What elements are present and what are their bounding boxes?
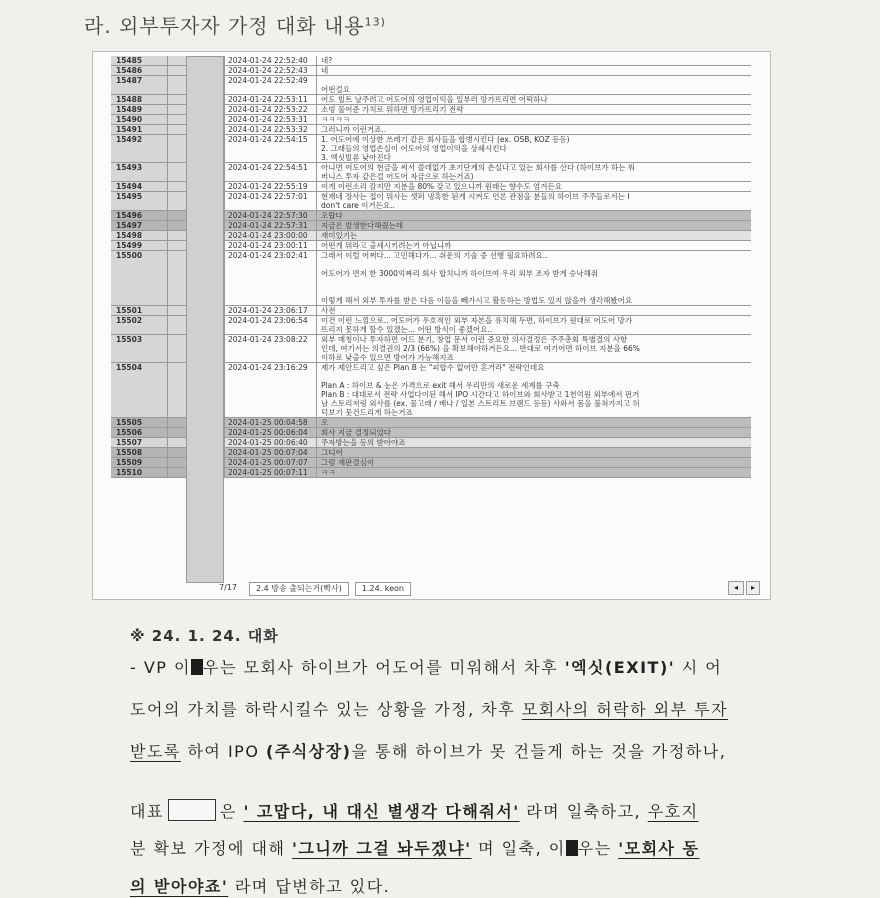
message-id: 15495	[111, 192, 168, 210]
message-id: 15504	[111, 363, 168, 417]
timestamp-cell: 2024-01-24 23:02:41	[225, 251, 317, 305]
timestamp-cell: 2024-01-24 22:54:15	[225, 135, 317, 162]
paragraph-line-1: - VP 이 우는 모회사 하이브가 어도어를 미워해서 차후 '엑싯(EXIT)' 시 어	[130, 658, 723, 677]
message-id: 15505	[111, 418, 168, 427]
timestamp-cell: 2024-01-24 22:52:43	[225, 66, 317, 75]
chat-log-screenshot	[92, 51, 771, 600]
sheet-tab-3[interactable]: 1.24. keon	[355, 582, 411, 596]
scroll-left-arrow-icon[interactable]: ◂	[728, 581, 744, 595]
message-cell: 회사 지금 결정되었다	[321, 428, 391, 437]
message-cell: 제가 제안드리고 싶은 Plan B 는 "피합수 없어만 흔거라" 전략인데요 Plan A : 하이브 & 눈은 가격으로 exit 해서 우리만의 새로운 세계를 구축 Plan B : 대대로서 전략 사업다이된 해서 IPO 시간다고 하이브와 회사받고 1천억원 외부에서 펀거 남 스토리저링 외사를 (ex. 물고래 / 베나 / 일본 스트리트 브랜드 등등) 사와서 몸을 불쳐가지고 허 덕보기 뭇건드리게 하는거죠	[321, 363, 640, 417]
timestamp-cell: 2024-01-24 23:16:29	[225, 363, 317, 417]
paragraph-line-5: 분 확보 가정에 대해 '그니까 그걸 놔두겠냐' 며 일축, 이 우는 '모회사 동	[130, 839, 700, 858]
timestamp-cell: 2024-01-24 22:53:11	[225, 95, 317, 104]
date-note: ※ 24. 1. 24. 대화	[130, 627, 279, 645]
message-cell: 그러니까 이런거죠..	[321, 125, 387, 134]
message-cell: 그래서 이럴 어쩌다... 고민해다가... 쉬운의 기술 중 선행 필요하려요.. 어도어가 면저 한 3000억짜리 회사 합치니까 하이브여 우리 외부 조자 받게 승낙해줘 이렇게 해서 외부 투자를 받은 다음 이들을 빼가시고 활동하는 방법도 있지 않을까 생각해봤어요	[321, 251, 633, 305]
message-id: 15500	[111, 251, 168, 305]
message-id: 15508	[111, 448, 168, 457]
timestamp-cell: 2024-01-24 22:52:40	[225, 56, 317, 65]
timestamp-cell: 2024-01-24 22:55:19	[225, 182, 317, 191]
message-id: 15501	[111, 306, 168, 315]
footnote-marker: 13)	[364, 15, 386, 29]
message-id: 15498	[111, 231, 168, 240]
paragraph-line-2: 도어의 가치를 하락시킬수 있는 상황을 가정, 차후 모회사의 허락하 외부 투자	[130, 700, 729, 719]
message-cell: 그디어	[321, 448, 343, 457]
message-cell: ㅋㅋ	[321, 468, 336, 477]
redacted-name-box	[168, 799, 216, 821]
scroll-right-arrow-icon[interactable]: ▸	[746, 581, 760, 595]
message-id: 15486	[111, 66, 168, 75]
message-cell: 이건 이런 느낌으로.. 어도어가 우호적인 외부 자본을 유치해 두면, 하이브가 원대로 어도어 망가 뜨리지 못하게 할수 있겠는... 어떤 방식이 좋겠어요..	[321, 316, 633, 334]
message-id: 15491	[111, 125, 168, 134]
message-id: 15502	[111, 316, 168, 334]
message-cell: 지금은 발생한다해줬는데	[321, 221, 404, 230]
message-id: 15488	[111, 95, 168, 104]
message-cell: 네	[321, 66, 329, 75]
message-id: 15494	[111, 182, 168, 191]
timestamp-cell: 2024-01-24 22:57:31	[225, 221, 317, 230]
message-cell: 주자방는을 등의 받아야죠	[321, 438, 406, 447]
redacted-user-column	[186, 56, 224, 583]
redaction-mark	[566, 840, 578, 856]
message-id: 15506	[111, 428, 168, 437]
timestamp-cell: 2024-01-24 23:06:54	[225, 316, 317, 334]
message-id: 15509	[111, 458, 168, 467]
message-cell: 이게 이런소리 감지만 지분을 80% 갖고 있으니까 원래는 향수도 엄겨든요	[321, 182, 562, 191]
timestamp-cell: 2024-01-24 23:00:11	[225, 241, 317, 250]
redaction-mark	[191, 659, 203, 675]
message-cell: 오	[321, 418, 329, 427]
timestamp-cell: 2024-01-25 00:06:40	[225, 438, 317, 447]
timestamp-cell: 2024-01-24 23:00:00	[225, 231, 317, 240]
message-cell: 그럼 재판결심이	[321, 458, 375, 467]
message-cell: 현재네 장사는 접이 뭐사는 셋퍼 냉혹한 된게 시켜도 언론 관점을 분들의 하이브 주주들로서는 I don't care 이거든요..	[321, 192, 630, 210]
message-id: 15487	[111, 76, 168, 94]
timestamp-cell: 2024-01-25 00:07:04	[225, 448, 317, 457]
message-id: 15503	[111, 335, 168, 362]
message-cell: 소빙 물어준 가치로 뭐하면 망가뜨리기 전략	[321, 105, 464, 114]
message-cell: 네?	[321, 56, 333, 65]
message-id: 15497	[111, 221, 168, 230]
message-id: 15510	[111, 468, 168, 477]
timestamp-cell: 2024-01-24 22:52:49	[225, 76, 317, 94]
message-cell: 1. 어도어에 이상한 쓰레기 같은 회사들을 합병시킨다 (ex. OSB, KOZ 등등) 2. 그래들의 영업손실이 어도어의 영업이익을 상쇄시킨다 3. 엑싯빌류 낮아진다	[321, 135, 570, 162]
message-id: 15490	[111, 115, 168, 124]
message-cell: ㅋㅋㅋㅋ	[321, 115, 350, 124]
timestamp-cell: 2024-01-24 23:06:17	[225, 306, 317, 315]
message-id: 15499	[111, 241, 168, 250]
timestamp-cell: 2024-01-24 22:53:22	[225, 105, 317, 114]
message-cell: 오랍다	[321, 211, 343, 220]
timestamp-cell: 2024-01-24 22:53:31	[225, 115, 317, 124]
sheet-tabs	[213, 582, 411, 596]
timestamp-cell: 2024-01-24 23:08:22	[225, 335, 317, 362]
timestamp-cell: 2024-01-25 00:07:07	[225, 458, 317, 467]
timestamp-cell: 2024-01-24 22:57:01	[225, 192, 317, 210]
paragraph-line-6: 의 받아야죠' 라며 답변하고 있다.	[130, 877, 391, 896]
sheet-tab-2[interactable]: 2.4 방송 출되는거(빡사)	[249, 582, 349, 596]
message-id: 15507	[111, 438, 168, 447]
message-cell: 아니면 어도어의 현금을 써서 쓸데없가 초기단계의 손실나고 있는 회사를 산다 (하이브가 하는 워 버니스 투자 같은걸 어도어 자금으로 하는거죠)	[321, 163, 636, 181]
timestamp-cell: 2024-01-25 00:07:11	[225, 468, 317, 477]
message-id: 15485	[111, 56, 168, 65]
message-cell: 외부 매칭이나 투자하면 어드 분기, 창업 문서 이런 중요한 의사결정은 주주총회 특별결의 사항 인데, 여기서는 의결권의 2/3 (66%) 을 확보해야하거든요... 반대로 여기어면 하이브 지분을 66% 이하로 낮출수 있으면 방어가 가능해지죠	[321, 335, 640, 362]
timestamp-cell: 2024-01-25 00:04:58	[225, 418, 317, 427]
message-cell: 사전	[321, 306, 336, 315]
section-heading: 라. 외부투자자 가정 대화 내용$^{13)}$	[84, 14, 386, 38]
message-id: 15496	[111, 211, 168, 220]
timestamp-cell: 2024-01-25 00:06:04	[225, 428, 317, 437]
message-id: 15489	[111, 105, 168, 114]
timestamp-cell: 2024-01-24 22:54:51	[225, 163, 317, 181]
timestamp-cell: 2024-01-24 22:57:30	[225, 211, 317, 220]
message-id: 15492	[111, 135, 168, 162]
message-id: 15493	[111, 163, 168, 181]
sheet-tab-1[interactable]: 7/17	[219, 583, 237, 592]
paragraph-line-4: 대표 은 ' 고맙다, 내 대신 별생각 다해줘서' 라며 일축하고, 우호지	[130, 799, 699, 822]
message-cell: 재미있기는	[321, 231, 358, 240]
message-cell: 어떤게 뭐라고 출세시키려는거 아닙니까	[321, 241, 452, 250]
timestamp-cell: 2024-01-24 22:53:32	[225, 125, 317, 134]
paragraph-line-3: 받도록 하여 IPO (주식상장)을 통해 하이브가 못 건들게 하는 것을 가정하나,	[130, 742, 727, 761]
message-cell: 어도 빌트 날주려고 어도어의 영업이익을 일부러 망가뜨리면 어떡하나	[321, 95, 548, 104]
message-cell: 어떤걸요	[321, 85, 350, 94]
